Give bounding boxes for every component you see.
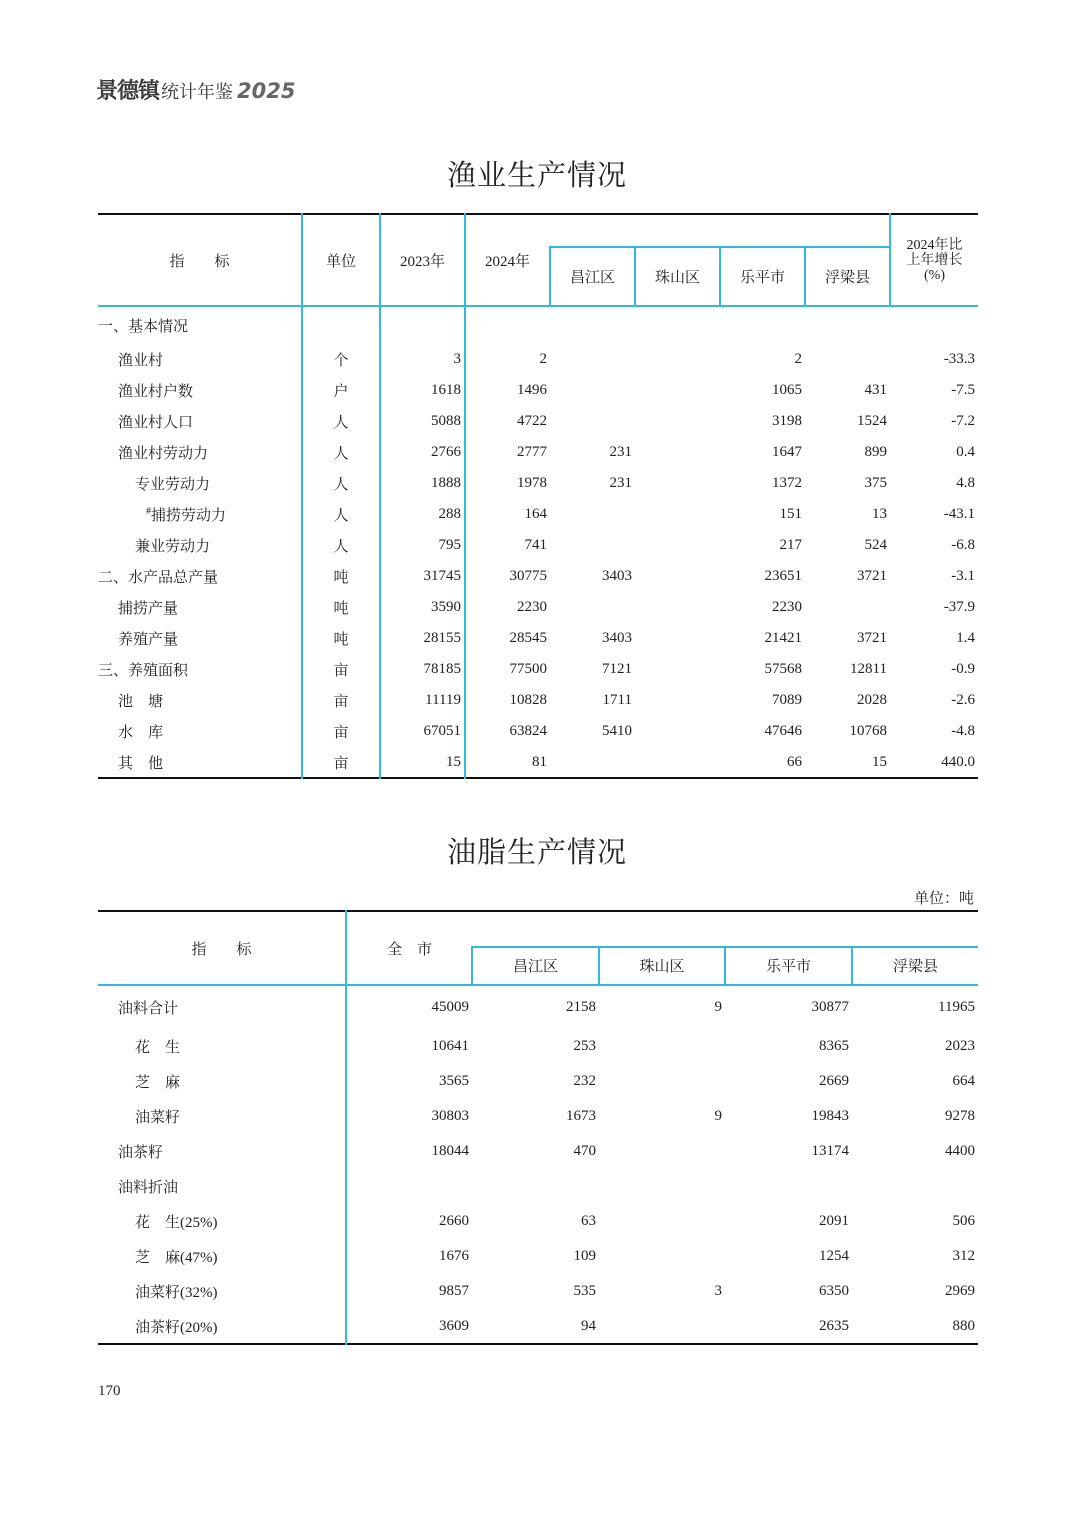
row-zhushan: [599, 1064, 725, 1099]
table-row: [98, 985, 978, 1029]
row-changjiang: [550, 592, 635, 623]
row-2023: 67051: [380, 716, 465, 747]
row-label: 芝 麻: [98, 1064, 346, 1099]
row-leping: 2: [794, 351, 802, 367]
row-changjiang: 1711: [602, 692, 632, 708]
row-label: 渔业村人口: [98, 406, 302, 437]
row-leping: 3198: [772, 413, 802, 429]
row-label: 一、基本情况: [98, 306, 302, 344]
row-2023: 15: [380, 747, 465, 778]
oil-table: [98, 910, 978, 1345]
row-unit: 亩: [302, 716, 380, 747]
table-row: [98, 1169, 978, 1204]
table-row: [98, 1029, 978, 1064]
row-growth: 0.4: [956, 444, 975, 460]
row-label: 花 生(25%): [98, 1204, 346, 1239]
row-2023: 795: [380, 530, 465, 561]
row-changjiang: [550, 344, 635, 375]
row-leping: 57568: [764, 661, 802, 677]
row-label: 渔业村户数: [98, 375, 302, 406]
row-2023: 28155: [380, 623, 465, 654]
row-label: 油茶籽(20%): [98, 1309, 346, 1344]
row-label: 芝 麻(47%): [98, 1239, 346, 1274]
row-label: 油菜籽: [98, 1099, 346, 1134]
row-growth: [890, 306, 978, 344]
row-zhushan: [635, 406, 720, 437]
header-leping: 乐平市: [720, 247, 805, 306]
oil-header-zhushan: 珠山区: [599, 947, 725, 985]
row-zhushan: [599, 1029, 725, 1064]
table-row: [98, 306, 978, 344]
row-changjiang: 535: [573, 1283, 596, 1299]
row-growth: -3.1: [951, 568, 975, 584]
row-fuliang: 506: [952, 1213, 975, 1229]
row-label: 油茶籽: [98, 1134, 346, 1169]
table-row: [98, 747, 978, 778]
table-row: [98, 685, 978, 716]
row-2024: 77500: [509, 661, 547, 677]
row-fuliang: 9278: [945, 1108, 975, 1124]
row-changjiang: [550, 530, 635, 561]
row-unit: 亩: [302, 654, 380, 685]
header-2024: 2024年: [465, 214, 550, 306]
row-unit: 户: [302, 375, 380, 406]
row-label: 捕捞产量: [98, 592, 302, 623]
row-2023: 1888: [380, 468, 465, 499]
row-changjiang: [550, 306, 635, 344]
row-growth: -7.2: [951, 413, 975, 429]
oil-header-indicator: 指 标: [98, 911, 346, 985]
row-unit: 人: [302, 437, 380, 468]
row-2023: 78185: [380, 654, 465, 685]
row-growth: 440.0: [941, 753, 975, 770]
row-unit: 人: [302, 499, 380, 530]
row-changjiang: 232: [573, 1073, 596, 1089]
row-leping: 30877: [811, 999, 849, 1015]
row-unit: 亩: [302, 685, 380, 716]
table-row: [98, 654, 978, 685]
row-fuliang: 312: [952, 1248, 975, 1264]
row-2024: 81: [532, 753, 547, 770]
row-leping: 21421: [764, 630, 802, 646]
row-city: 45009: [431, 999, 469, 1015]
row-unit: 吨: [302, 623, 380, 654]
row-2024: 30775: [509, 568, 547, 584]
row-city: 9857: [439, 1283, 469, 1299]
header-zhushan: 珠山区: [635, 247, 720, 306]
row-zhushan: [635, 499, 720, 530]
row-2024: 10828: [509, 692, 547, 708]
row-2024: 164: [524, 506, 547, 522]
table-row: [98, 1239, 978, 1274]
row-zhushan: [599, 1239, 725, 1274]
row-changjiang: 5410: [602, 723, 632, 739]
row-label: 兼业劳动力: [98, 530, 302, 561]
row-2024: [465, 306, 550, 344]
row-changjiang: [550, 747, 635, 778]
row-city: 1676: [439, 1248, 469, 1264]
header-district-span: [550, 214, 890, 247]
table-row: [98, 592, 978, 623]
row-changjiang: [550, 499, 635, 530]
row-label: 渔业村: [98, 344, 302, 375]
row-changjiang: 253: [573, 1038, 596, 1054]
row-leping: 13174: [811, 1143, 849, 1159]
row-fuliang: 375: [864, 475, 887, 491]
row-unit: 人: [302, 468, 380, 499]
header-unit: 单位: [302, 214, 380, 306]
row-leping: 8365: [819, 1038, 849, 1054]
running-header: [96, 74, 295, 105]
oil-header-city: 全 市: [346, 911, 472, 985]
row-zhushan: [635, 592, 720, 623]
row-2024: 4722: [517, 413, 547, 429]
row-leping: 1372: [772, 475, 802, 491]
row-label: 专业劳动力: [98, 468, 302, 499]
fishery-table: [98, 213, 978, 779]
table-row: [98, 716, 978, 747]
row-zhushan: [599, 1134, 725, 1169]
row-leping: 1254: [819, 1248, 849, 1264]
row-2023: 5088: [380, 406, 465, 437]
row-growth: -43.1: [943, 506, 975, 522]
row-leping: 1065: [772, 382, 802, 398]
row-city: 2660: [439, 1213, 469, 1229]
row-unit: 人: [302, 530, 380, 561]
table-row: [98, 468, 978, 499]
row-leping: 151: [779, 506, 802, 522]
row-zhushan: [635, 375, 720, 406]
header-changjiang: 昌江区: [550, 247, 635, 306]
row-2023: 1618: [380, 375, 465, 406]
oil-table-body: [98, 985, 978, 1344]
row-fuliang: [805, 344, 890, 375]
row-2023: 3590: [380, 592, 465, 623]
row-fuliang: 2028: [857, 692, 887, 708]
row-fuliang: 12811: [850, 661, 887, 677]
row-growth: -33.3: [943, 351, 975, 367]
row-label: 水 库: [98, 716, 302, 747]
row-2023: 288: [380, 499, 465, 530]
row-label: 三、养殖面积: [98, 654, 302, 685]
oil-title: 油脂生产情况: [446, 837, 627, 869]
row-leping: 47646: [764, 723, 802, 739]
header-brand: 景德镇: [96, 79, 160, 104]
row-label: 油菜籽(32%): [98, 1274, 346, 1309]
row-leping: [720, 306, 805, 344]
row-leping: 2230: [772, 599, 802, 615]
table-row: [98, 1099, 978, 1134]
row-zhushan: [635, 530, 720, 561]
row-fuliang: 13: [872, 506, 887, 522]
row-label: 二、水产品总产量: [98, 561, 302, 592]
row-unit: 吨: [302, 561, 380, 592]
table-row: [98, 437, 978, 468]
row-2023: 2766: [380, 437, 465, 468]
row-2024: 2: [539, 351, 547, 367]
oil-header-fuliang: 浮梁县: [852, 947, 978, 985]
table-row: [98, 1274, 978, 1309]
row-city: 3565: [439, 1073, 469, 1089]
oil-header-district-span: [472, 911, 978, 947]
row-zhushan: 3: [714, 1283, 722, 1299]
row-unit: [302, 306, 380, 344]
row-label: 油料折油: [98, 1169, 346, 1204]
row-zhushan: [635, 623, 720, 654]
table-row: [98, 1134, 978, 1169]
row-label: 花 生: [98, 1029, 346, 1064]
row-changjiang: 2158: [566, 999, 596, 1015]
row-changjiang: 231: [609, 475, 632, 491]
row-changjiang: 7121: [602, 661, 632, 677]
header-book: 统计年鉴: [161, 82, 234, 103]
row-zhushan: [599, 1169, 725, 1204]
row-zhushan: [635, 654, 720, 685]
row-unit: 吨: [302, 592, 380, 623]
row-zhushan: 9: [714, 999, 722, 1015]
row-city: 3609: [439, 1317, 469, 1334]
footnote-mark: #: [146, 506, 151, 517]
row-fuliang: 899: [864, 444, 887, 460]
row-zhushan: [599, 1204, 725, 1239]
fishery-table-body: [98, 306, 978, 778]
row-growth: -2.6: [951, 692, 975, 708]
row-unit: 亩: [302, 747, 380, 778]
row-leping: 2669: [819, 1073, 849, 1089]
row-leping: 6350: [819, 1283, 849, 1299]
row-2023: 3: [380, 344, 465, 375]
row-zhushan: [635, 716, 720, 747]
row-zhushan: [635, 468, 720, 499]
row-leping: 217: [779, 537, 802, 553]
row-2024: 1496: [517, 382, 547, 398]
row-leping: 19843: [811, 1108, 849, 1124]
row-changjiang: [550, 375, 635, 406]
header-indicator: 指 标: [98, 214, 302, 306]
row-fuliang: 880: [952, 1317, 975, 1334]
row-leping: 23651: [764, 568, 802, 584]
row-changjiang: 3403: [602, 630, 632, 646]
row-city: 30803: [431, 1108, 469, 1124]
row-fuliang: 3721: [857, 630, 887, 646]
row-unit: 个: [302, 344, 380, 375]
row-fuliang: 431: [864, 382, 887, 398]
row-growth: 1.4: [956, 630, 975, 646]
row-city: [346, 1169, 472, 1204]
row-changjiang: 63: [581, 1213, 596, 1229]
row-changjiang: 94: [581, 1317, 596, 1334]
header-fuliang: 浮梁县: [805, 247, 890, 306]
row-zhushan: [635, 561, 720, 592]
row-growth: -37.9: [943, 599, 975, 615]
row-2024: 741: [524, 537, 547, 553]
row-changjiang: 3403: [602, 568, 632, 584]
row-changjiang: 470: [573, 1143, 596, 1159]
row-growth: -6.8: [951, 537, 975, 553]
row-leping: [725, 1169, 852, 1204]
row-fuliang: 664: [952, 1073, 975, 1089]
header-growth: 2024年比 上年增长 (%): [890, 214, 978, 306]
table-row: [98, 561, 978, 592]
row-2023: 31745: [380, 561, 465, 592]
row-leping: 66: [787, 753, 802, 770]
row-zhushan: [635, 685, 720, 716]
table-row: [98, 406, 978, 437]
row-fuliang: 1524: [857, 413, 887, 429]
row-zhushan: [635, 306, 720, 344]
row-fuliang: 11965: [938, 999, 975, 1015]
row-fuliang: [805, 306, 890, 344]
row-fuliang: [805, 592, 890, 623]
oil-header-leping: 乐平市: [725, 947, 852, 985]
oil-header-changjiang: 昌江区: [472, 947, 599, 985]
row-changjiang: 1673: [566, 1108, 596, 1124]
table-row: [98, 623, 978, 654]
header-2023: 2023年: [380, 214, 465, 306]
row-changjiang: [472, 1169, 599, 1204]
row-growth: 4.8: [956, 475, 975, 491]
row-fuliang: [852, 1169, 978, 1204]
row-label: 池 塘: [98, 685, 302, 716]
row-growth: -4.8: [951, 723, 975, 739]
row-zhushan: [635, 747, 720, 778]
row-label: 渔业村劳动力: [98, 437, 302, 468]
oil-unit-note: 单位：吨: [913, 891, 974, 907]
row-changjiang: 109: [573, 1248, 596, 1264]
row-fuliang: 2969: [945, 1283, 975, 1299]
row-leping: 2091: [819, 1213, 849, 1229]
row-zhushan: [635, 437, 720, 468]
row-zhushan: [599, 1309, 725, 1344]
row-changjiang: 231: [609, 444, 632, 460]
row-2023: 11119: [380, 685, 465, 716]
row-label: #捕捞劳动力: [98, 499, 302, 530]
fishery-title: 渔业生产情况: [446, 160, 627, 192]
row-leping: 2635: [819, 1317, 849, 1334]
row-zhushan: [635, 344, 720, 375]
row-fuliang: 3721: [857, 568, 887, 584]
row-unit: 人: [302, 406, 380, 437]
row-city: 10641: [431, 1038, 469, 1054]
row-label: 养殖产量: [98, 623, 302, 654]
row-growth: -7.5: [951, 382, 975, 398]
row-leping: 1647: [772, 444, 802, 460]
header-year: 2025: [237, 79, 296, 103]
row-2024: 2777: [517, 444, 547, 460]
row-zhushan: 9: [714, 1108, 722, 1124]
row-2024: 2230: [517, 599, 547, 615]
table-row: [98, 1309, 978, 1344]
row-2024: 63824: [509, 723, 547, 739]
row-label: 油料合计: [98, 985, 346, 1029]
row-fuliang: 4400: [945, 1143, 975, 1159]
table-row: [98, 499, 978, 530]
table-row: [98, 530, 978, 561]
row-fuliang: 15: [872, 753, 887, 770]
table-row: [98, 375, 978, 406]
row-2023: [380, 306, 465, 344]
row-changjiang: [550, 406, 635, 437]
table-row: [98, 1204, 978, 1239]
row-growth: -0.9: [951, 661, 975, 677]
row-fuliang: 10768: [849, 723, 887, 739]
page-number: 170: [98, 1383, 121, 1399]
row-city: 18044: [431, 1143, 469, 1159]
row-fuliang: 2023: [945, 1038, 975, 1054]
table-row: [98, 1064, 978, 1099]
table-row: [98, 344, 978, 375]
row-label: 其 他: [98, 747, 302, 778]
row-leping: 7089: [772, 692, 802, 708]
row-2024: 28545: [509, 630, 547, 646]
row-2024: 1978: [517, 475, 547, 491]
row-fuliang: 524: [864, 537, 887, 553]
